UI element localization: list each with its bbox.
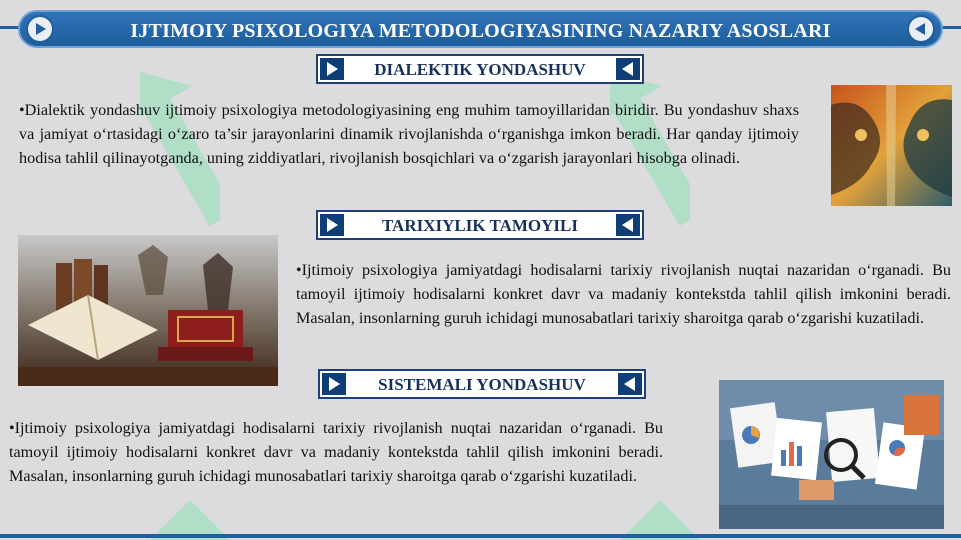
heading-right-square xyxy=(618,373,642,395)
play-left-icon xyxy=(32,21,48,37)
play-left-icon xyxy=(622,376,638,392)
heading-right-square xyxy=(616,214,640,236)
title-bar xyxy=(18,10,943,48)
section-text-dialektik: •Dialektik yondashuv ijtimoiy psixologiya metodologiyasining eng muhim tamoyillaridan biridir. Bu yondashuv shaxs va jamiyat o‘rtasidagi o‘zaro ta’sir jarayonlarini dinamik rivojlanishda o‘rganishga imkon beradi. Har qanday ijtimoiy hodisa tahlil qilinayotganda, uning ziddiyatlari, rivojlanish bosqichlari va o‘zgarish jarayonlari hisobga olinadi. xyxy=(19,101,799,167)
slide-title: IJTIMOIY PSIXOLOGIYA METODOLOGIYASINING NAZARIY ASOSLARI xyxy=(130,20,831,42)
section-heading-label: TARIXIYLIK TAMOYILI xyxy=(381,216,578,235)
play-right-icon xyxy=(913,21,929,37)
heading-left-square xyxy=(320,214,344,236)
bottom-rule xyxy=(0,534,961,538)
section-heading-label: SISTEMALI YONDASHUV xyxy=(378,375,586,394)
section-text-sistemali: •Ijtimoiy psixologiya jamiyatdagi hodisalarni tarixiy rivojlanish nuqtai nazaridan o‘rganadi. Bu tamoyil ijtimoiy hodisalarni konkret davr va madaniy kontekstda tahlil qilish imkonini beradi. Masalan, insonlarning guruh ichidagi munosabatlari tarixiy sharoitga qarab o‘zgarishi kuzatiladi. xyxy=(9,419,663,485)
historical-books-illustration xyxy=(18,235,278,386)
faces-illustration xyxy=(831,85,952,206)
heading-right-square xyxy=(616,58,640,80)
heading-left-square xyxy=(322,373,346,395)
next-button[interactable] xyxy=(907,15,935,43)
section-heading-label: DIALEKTIK YONDASHUV xyxy=(374,60,586,79)
section-heading-sistemali xyxy=(318,369,646,399)
section-heading-dialektik xyxy=(316,54,644,84)
section-text-tarixiylik: •Ijtimoiy psixologiya jamiyatdagi hodisalarni tarixiy rivojlanish nuqtai nazaridan o‘rganadi. Bu tamoyil ijtimoiy hodisalarni konkret davr va madaniy kontekstda tahlil qilish imkonini beradi. Masalan, insonlarning guruh ichidagi munosabatlari tarixiy sharoitga qarab o‘zgarishi kuzatiladi. xyxy=(296,261,951,327)
play-left-icon xyxy=(620,217,636,233)
heading-left-square xyxy=(320,58,344,80)
prev-button[interactable] xyxy=(26,15,54,43)
play-right-icon xyxy=(326,376,342,392)
play-left-icon xyxy=(620,61,636,77)
play-right-icon xyxy=(324,217,340,233)
analytics-documents-illustration xyxy=(719,380,944,529)
play-right-icon xyxy=(324,61,340,77)
section-heading-tarixiylik xyxy=(316,210,644,240)
